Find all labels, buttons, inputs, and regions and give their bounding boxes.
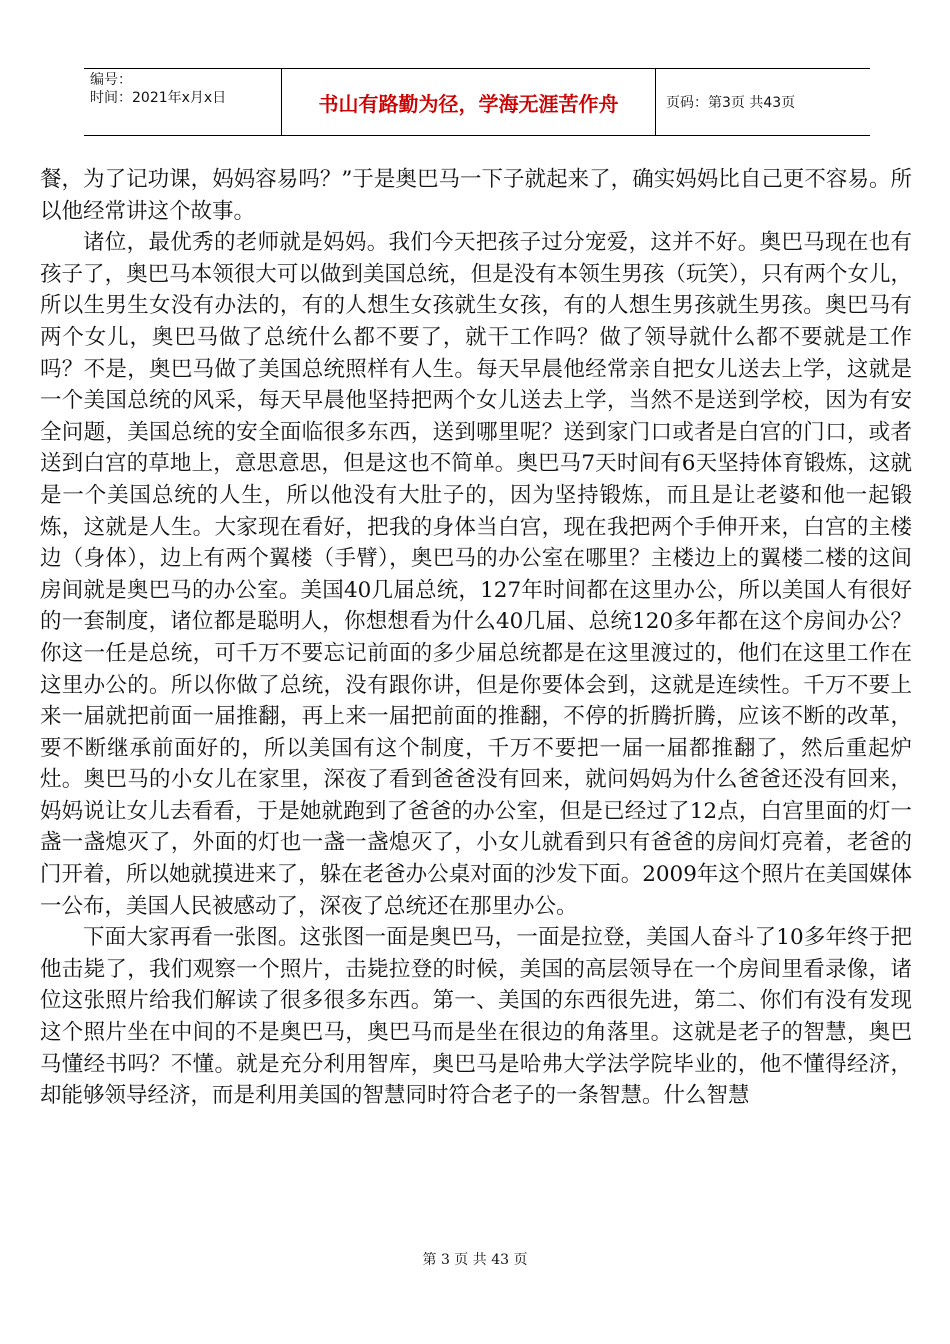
paragraph-continuation: 餐，为了记功课，妈妈容易吗？”于是奥巴马一下子就起来了，确实妈妈比自己更不容易。所以他经常讲这个故事。 [40, 167, 912, 224]
header-meta [84, 69, 282, 135]
header-page-number: 页码：第3页 共43页 [666, 95, 796, 111]
document-number-label: 编号： [90, 72, 132, 88]
document-body [40, 164, 912, 1112]
paragraph: 诸位，最优秀的老师就是妈妈。我们今天把孩子过分宠爱，这并不好。奥巴马现在也有孩子了，奥巴马本领很大可以做到美国总统，但是没有本领生男孩（玩笑），只有两个女儿，所以生男生女没有办法的，有的人想生女孩就生女孩，有的人想生男孩就生男孩。奥巴马有两个女儿，奥巴马做了总统什么都不要了，就干工作吗？做了领导就什么都不要就是工作吗？不是，奥巴马做了美国总统照样有人生。每天早晨他经常亲自把女儿送去上学，这就是一个美国总统的风采，每天早晨他坚持把两个女儿送去上学，当然不是送到学校，因为有安全问题，美国总统的安全面临很多东西，送到哪里呢？送到家门口或者是白宫的门口，或者送到白宫的草地上，意思意思，但是这也不简单。奥巴马7天时间有6天坚持体育锻炼，这就是一个美国总统的人生，所以他没有大肚子的，因为坚持锻炼，而且是让老婆和他一起锻炼，这就是人生。大家现在看好，把我的身体当白宫，现在我把两个手伸开来，白宫的主楼边（身体），边上有两个翼楼（手臂），奥巴马的办公室在哪里？主楼边上的翼楼二楼的这间房间就是奥巴马的办公室。美国40几届总统，127年时间都在这里办公，所以美国人有很好的一套制度，诸位都是聪明人，你想想看为什么40几届、总统120多年都在这个房间办公？你这一任是总统，可千万不要忘记前面的多少届总统都是在这里渡过的，他们在这里工作在这里办公的。所以你做了总统，没有跟你讲，但是你要体会到，这就是连续性。千万不要上来一届就把前面一届推翻，再上来一届把前面的推翻，不停的折腾折腾，应该不断的改革，要不断继承前面好的，所以美国有这个制度，千万不要把一届一届都推翻了，然后重起炉灶。奥巴马的小女儿在家里，深夜了看到爸爸没有回来，就问妈妈为什么爸爸还没有回来，妈妈说让女儿去看看，于是她就跑到了爸爸的办公室，但是已经过了12点，白宫里面的灯一盏一盏熄灭了，外面的灯也一盏一盏熄灭了，小女儿就看到只有爸爸的房间灯亮着，老爸的门开着，所以她就摸进来了，躲在老爸办公桌对面的沙发下面。2009年这个照片在美国媒体一公布，美国人民被感动了，深夜了总统还在那里办公。 [40, 230, 912, 919]
paragraph: 下面大家再看一张图。这张图一面是奥巴马，一面是拉登，美国人奋斗了10多年终于把他击毙了，我们观察一个照片，击毙拉登的时候，美国的高层领导在一个房间里看录像，诸位这张照片给我们解读了很多很多东西。第一、美国的东西很先进，第二、你们有没有发现这个照片坐在中间的不是奥巴马，奥巴马而是坐在很边的角落里。这就是老子的智慧，奥巴马懂经书吗？不懂。就是充分利用智库，奥巴马是哈弗大学法学院毕业的，他不懂得经济，却能够领导经济，而是利用美国的智慧同时符合老子的一条智慧。什么智慧 [40, 925, 912, 1109]
page-header [84, 68, 870, 136]
document-time-label: 时间：2021年x月x日 [90, 90, 227, 106]
page-footer: 第 3 页 共 43 页 [422, 1252, 528, 1268]
header-motto: 书山有路勤为径，学海无涯苦作舟 [282, 69, 656, 135]
